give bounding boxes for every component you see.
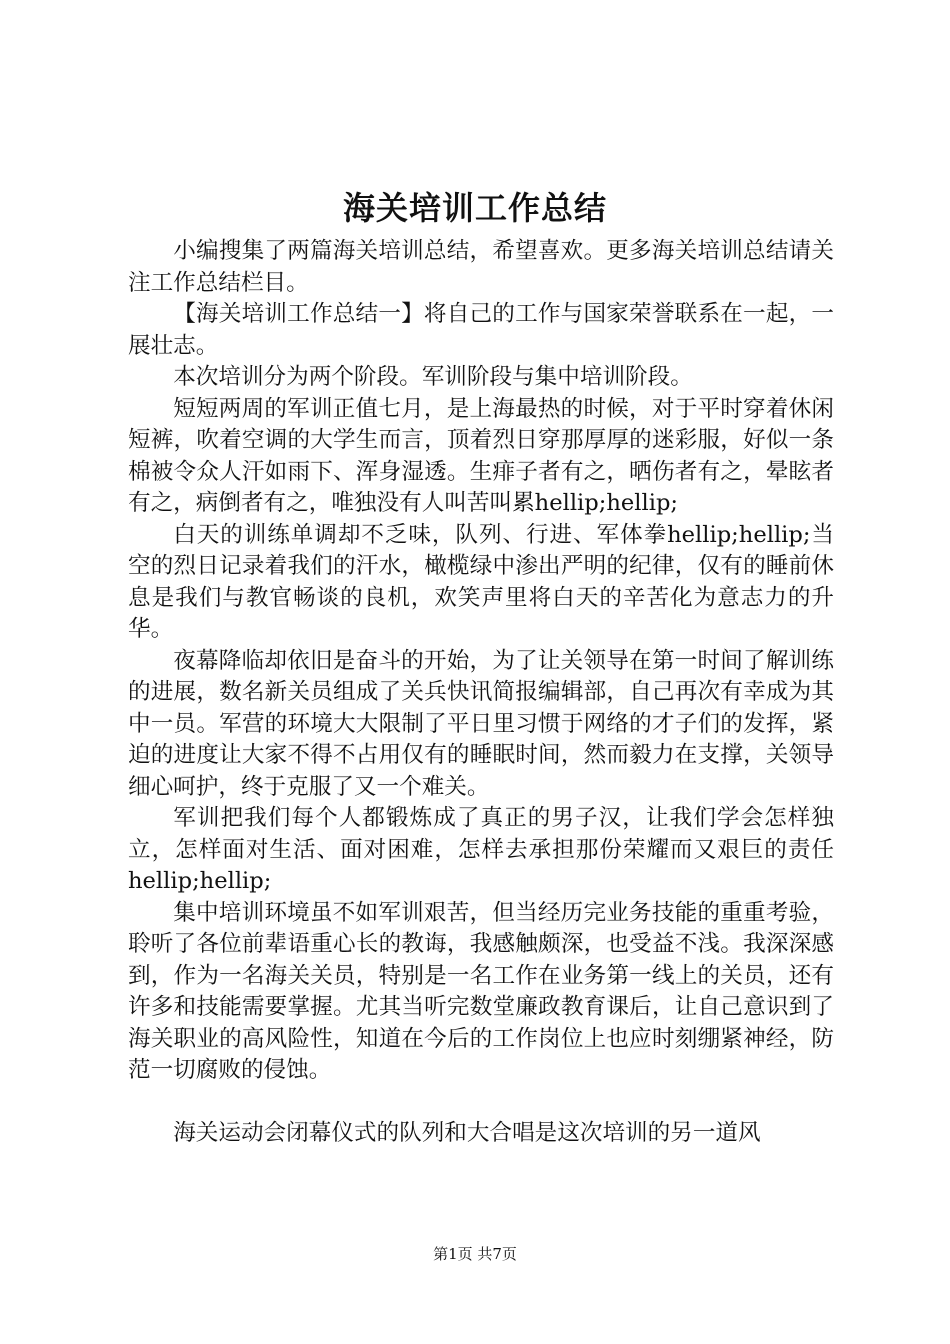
- paragraph-training-result: 军训把我们每个人都锻炼成了真正的男子汉，让我们学会怎样独立，怎样面对生活、面对困难，怎样去承担那份荣耀而又艰巨的责任hellip;hellip;: [128, 805, 834, 894]
- paragraph-summary-one-heading: 【海关培训工作总结一】将自己的工作与国家荣誉联系在一起，一展壮志。: [128, 301, 834, 359]
- paragraph-two-stages: 本次培训分为两个阶段。军训阶段与集中培训阶段。: [173, 364, 693, 390]
- document-body: [128, 236, 834, 1150]
- paragraph-centralized-training: 集中培训环境虽不如军训艰苦，但当经历完业务技能的重重考验，聆听了各位前辈语重心长的教诲，我感触颇深，也受益不浅。我深深感到，作为一名海关关员，特别是一名工作在业务第一线上的关员，还有许多和技能需要掌握。尤其当听完数堂廉政教育课后，让自己意识到了海关职业的高风险性，知道在今后的工作岗位上也应时刻绷紧神经，防范一切腐败的侵蚀。: [128, 899, 834, 1083]
- page-number-footer: 第1页 共7页: [433, 1245, 517, 1263]
- paragraph-sports-meeting: 海关运动会闭幕仪式的队列和大合唱是这次培训的另一道风: [173, 1120, 761, 1146]
- paragraph-daytime-training: 白天的训练单调却不乏味，队列、行进、军体拳hellip;hellip;当空的烈日记录着我们的汗水，橄榄绿中渗出严明的纪律，仅有的睡前休息是我们与教官畅谈的良机，欢笑声里将白天的辛苦化为意志力的升华。: [128, 521, 834, 642]
- document-title: 海关培训工作总结: [342, 189, 607, 227]
- paragraph-night-work: 夜幕降临却依旧是奋斗的开始，为了让关领导在第一时间了解训练的进展，数名新关员组成了关兵快讯简报编辑部，自己再次有幸成为其中一员。军营的环境大大限制了平日里习惯于网络的才子们的发挥，紧迫的进度让大家不得不占用仅有的睡眠时间，然而毅力在支撑，关领导细心呵护，终于克服了又一个难关。: [128, 647, 834, 800]
- paragraph-military-training: 短短两周的军训正值七月，是上海最热的时候，对于平时穿着休闲短裤，吹着空调的大学生而言，顶着烈日穿那厚厚的迷彩服，好似一条棉被令众人汗如雨下、浑身湿透。生痱子者有之，晒伤者有之，晕眩者有之，病倒者有之，唯独没有人叫苦叫累hellip;hellip;: [128, 395, 834, 516]
- paragraph-intro: 小编搜集了两篇海关培训总结，希望喜欢。更多海关培训总结请关注工作总结栏目。: [128, 238, 834, 296]
